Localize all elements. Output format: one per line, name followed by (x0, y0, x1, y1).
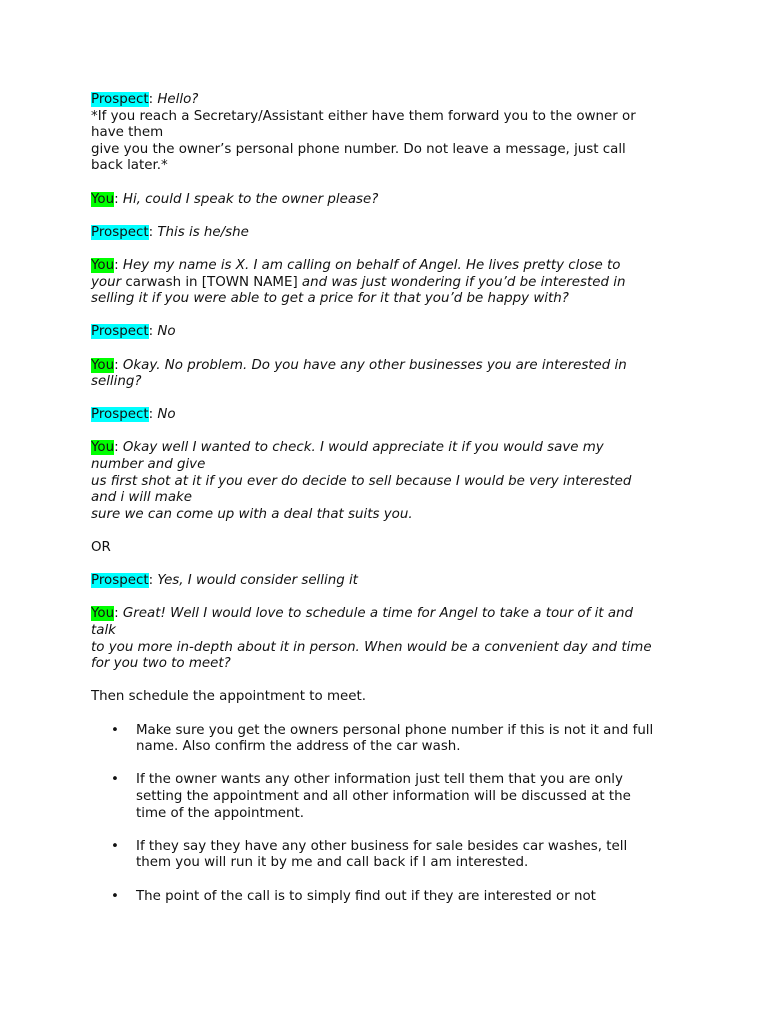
dialogue-line (91, 407, 681, 424)
call-script (91, 92, 681, 922)
speech-line: selling it if you were able to get a price for it that you’d be happy with? (91, 291, 569, 307)
list-item-line: Make sure you get the owners personal phone number if this is not it and full (136, 722, 654, 738)
script-block-you-1 (91, 192, 681, 209)
you-speech: Okay well I wanted to check. I would appreciate it if you would save my (122, 440, 604, 456)
script-block-prospect-3 (91, 324, 681, 341)
list-item-line: If they say they have any other business for sale besides car washes, tell (136, 838, 628, 854)
script-block-prospect-1 (91, 92, 681, 175)
dialogue-line (91, 258, 681, 275)
speaker-separator: : (114, 357, 119, 373)
list-item-line: them you will run it by me and call back if I am interested. (136, 855, 529, 871)
speaker-prospect: Prospect (91, 407, 149, 423)
speaker-separator: : (114, 257, 119, 273)
note-line: *If you reach a Secretary/Assistant either have them forward you to the owner or (91, 108, 636, 124)
script-block-prospect-4 (91, 407, 681, 424)
prospect-speech: Hello? (157, 92, 199, 107)
list-item-line: If the owner wants any other information just tell them that you are only (136, 772, 623, 788)
prospect-speech: No (157, 407, 176, 423)
note-line: give you the owner’s personal phone number. Do not leave a message, just call (91, 141, 626, 157)
you-speech: Okay. No problem. Do you have any other businesses you are interested in (122, 357, 627, 373)
speaker-you: You (91, 440, 115, 456)
list-item (91, 772, 681, 822)
list-item-line: setting the appointment and all other information will be discussed at the (136, 788, 631, 804)
instruction-list (91, 723, 681, 906)
speech-line: for you two to meet? (91, 656, 231, 672)
speech-fragment: your (91, 274, 126, 290)
note-line: have them (91, 125, 164, 141)
speaker-prospect: Prospect (91, 92, 149, 107)
you-speech: Great! Well I would love to schedule a time for Angel to take a tour of it and (122, 606, 634, 622)
dialogue-line (91, 358, 681, 375)
speaker-you: You (91, 257, 115, 273)
speaker-separator: : (148, 92, 154, 107)
you-speech: Hey my name is X. I am calling on behalf of Angel. He lives pretty close to (122, 257, 621, 273)
speaker-separator: : (148, 324, 154, 340)
script-block-you-3 (91, 358, 681, 391)
list-item (91, 723, 681, 756)
speaker-separator: : (114, 440, 119, 456)
speaker-prospect: Prospect (91, 224, 149, 240)
dialogue-line (91, 573, 681, 590)
script-block-you-2 (91, 258, 681, 308)
speech-line: and i will make (91, 490, 193, 506)
speech-line: us first shot at it if you ever do decide to sell because I would be very interested (91, 473, 632, 489)
dialogue-line (91, 440, 681, 457)
list-item (91, 839, 681, 872)
bullet-icon: • (111, 772, 119, 788)
bullet-icon: • (111, 722, 119, 738)
speech-line: sure we can come up with a deal that suits you. (91, 506, 413, 522)
speech-line: talk (91, 623, 116, 638)
speaker-you: You (91, 357, 115, 373)
speaker-separator: : (148, 407, 154, 423)
list-item-line: name. Also confirm the address of the car wash. (136, 739, 461, 755)
dialogue-line (91, 606, 681, 623)
prospect-speech: This is he/she (157, 224, 249, 240)
speaker-separator: : (114, 606, 119, 622)
closing-text: Then schedule the appointment to meet. (91, 689, 367, 705)
speech-line: to you more in-depth about it in person. When would be a convenient day and time (91, 639, 652, 655)
closing-instruction (91, 689, 681, 706)
speech-line: selling? (91, 374, 142, 390)
bullet-icon: • (111, 888, 119, 904)
speech-fragment-plain: carwash in [TOWN NAME] (125, 274, 298, 290)
script-block-prospect-2 (91, 225, 681, 242)
dialogue-line (91, 324, 681, 341)
dialogue-line (91, 225, 681, 242)
speaker-separator: : (148, 573, 154, 589)
or-divider (91, 540, 681, 557)
dialogue-line (91, 92, 681, 109)
list-item-line: time of the appointment. (136, 805, 305, 821)
you-speech: Hi, could I speak to the owner please? (122, 191, 379, 207)
script-block-prospect-5 (91, 573, 681, 590)
speech-line: number and give (91, 457, 206, 473)
speaker-prospect: Prospect (91, 573, 149, 589)
or-text: OR (91, 540, 111, 556)
dialogue-line (91, 192, 681, 209)
speech-fragment: and was just wondering if you’d be interested in (297, 274, 626, 290)
speech-line (91, 275, 681, 292)
script-block-you-4 (91, 440, 681, 523)
note-line: back later.* (91, 158, 168, 174)
speaker-you: You (91, 606, 115, 622)
script-block-you-5 (91, 606, 681, 672)
speaker-you: You (91, 191, 115, 207)
prospect-speech: No (157, 324, 176, 340)
prospect-speech: Yes, I would consider selling it (157, 573, 358, 589)
list-item-line: The point of the call is to simply find out if they are interested or not (136, 888, 596, 904)
list-item (91, 889, 681, 906)
speaker-separator: : (114, 191, 119, 207)
speaker-separator: : (148, 224, 154, 240)
speaker-prospect: Prospect (91, 324, 149, 340)
bullet-icon: • (111, 838, 119, 854)
